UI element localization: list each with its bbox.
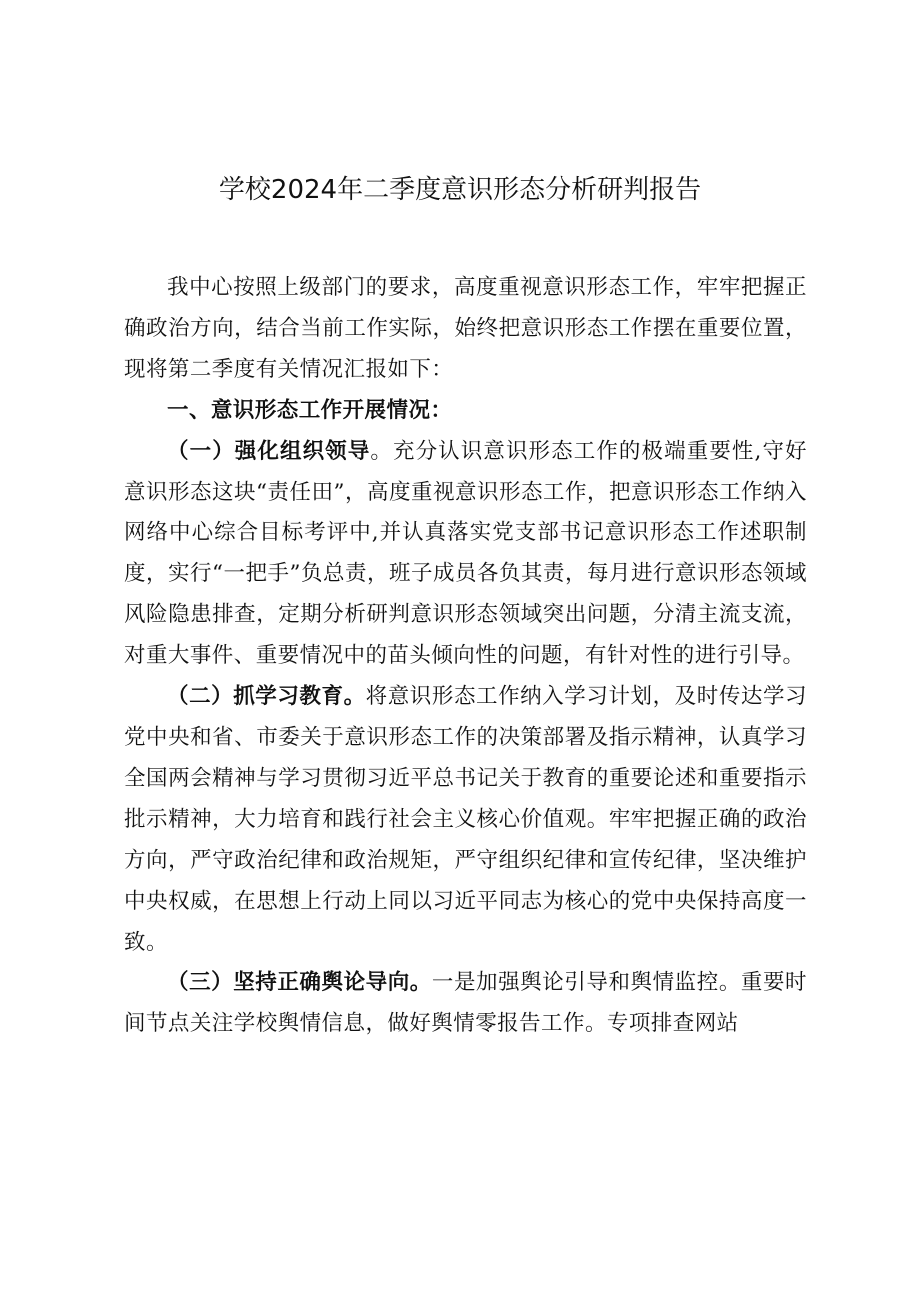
item-2-heading: （二）抓学习教育。	[167, 684, 366, 710]
document-title: 学校2024年二季度意识形态分析研判报告	[218, 175, 702, 205]
item-2-text: 将意识形态工作纳入学习计划，及时传达学习党中央和省、市委关于意识形态工作的决策部署及指示精神，认真学习全国两会精神与学习贯彻习近平总书记关于教育的重要论述和重要指示批示精神，大力培育和践行社会主义核心价值观。牢牢把握正确的政治方向，严守政治纪律和政治规矩，严守组织纪律和宣传纪律，坚决维护中央权威，在思想上行动上同以习近平同志为核心的党中央保持高度一致。	[124, 684, 807, 955]
item-3-text: 一是加强舆论引导和舆情监控。重要时间节点关注学校舆情信息，做好舆情零报告工作。专项排查网站	[124, 970, 807, 1037]
section-heading: 一、意识形态工作开展情况：	[167, 397, 453, 423]
item-2-paragraph	[124, 677, 807, 963]
item-1-heading: （一）强化组织领导	[167, 438, 371, 464]
item-3-heading: （三）坚持正确舆论导向。	[167, 970, 432, 996]
document-body	[124, 268, 807, 1045]
item-1-text: 。充分认识意识形态工作的极端重要性,守好意识形态这块“责任田”，高度重视意识形态工作，把意识形态工作纳入网络中心综合目标考评中,并认真落实党支部书记意识形态工作述职制度，实行“一把手”负总责，班子成员各负其责，每月进行意识形态领域风险隐患排查，定期分析研判意识形态领域突出问题，分清主流支流，对重大事件、重要情况中的苗头倾向性的问题，有针对性的进行引导。	[124, 438, 807, 669]
item-3-paragraph	[124, 963, 807, 1045]
intro-paragraph: 我中心按照上级部门的要求，高度重视意识形态工作，牢牢把握正确政治方向，结合当前工作实际，始终把意识形态工作摆在重要位置，现将第二季度有关情况汇报如下：	[124, 275, 807, 382]
item-1-paragraph	[124, 432, 807, 677]
